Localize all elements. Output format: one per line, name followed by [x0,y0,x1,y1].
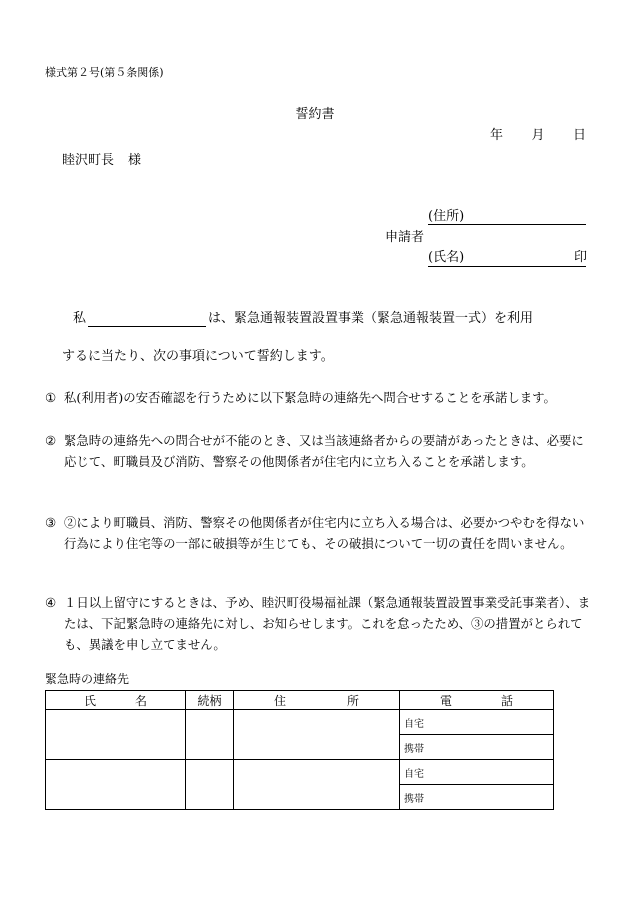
item-text: 私(利用者)の安否確認を行うために以下緊急時の連絡先へ問合せすることを承諾します。 [64,390,556,405]
header-name: 氏 名 [46,691,186,710]
pledge-line-2: するに当たり、次の事項について誓約します。 [62,349,334,364]
date-month: 月 [531,128,545,143]
name-field[interactable] [428,266,586,267]
pledge-item-1 [45,387,595,408]
contact-1-home-phone-cell[interactable]: 自宅 [400,710,554,735]
document-title: 誓約書 [295,107,335,122]
pledge-item-2 [45,430,595,472]
pledge-prefix: 私 [73,311,87,326]
contact-1-relation-cell[interactable] [186,710,234,760]
contact-2-name-cell[interactable] [46,760,186,810]
item-number: ① [45,390,57,405]
item-text: ②により町職員、消防、警察その他関係者が住宅内に立ち入る場合は、必要かつやむを得ない行為により住宅等の一部に破損等が生じても、その破損について一切の責任を問いません。 [64,515,585,551]
contact-2-home-phone-cell[interactable]: 自宅 [400,760,554,785]
item-number: ③ [45,515,57,530]
item-text: 緊急時の連絡先への問合せが不能のとき、又は当該連絡者からの要請があったときは、必要に応じて、町職員及び消防、警察その他関係者が住宅内に立ち入ることを承諾します。 [64,433,584,469]
name-label: (氏名) [428,250,465,265]
contact-2-mobile-phone-cell[interactable]: 携帯 [400,785,554,810]
address-label: (住所) [428,209,465,224]
addressee-name: 睦沢町長 [62,153,115,168]
pledge-line-1 [73,311,533,327]
pledge-item-3 [45,512,595,554]
contact-1-name-cell[interactable] [46,710,186,760]
form-id: 様式第２号(第５条関係) [45,66,164,79]
contact-1-mobile-phone-cell[interactable]: 携帯 [400,735,554,760]
contact-2-address-cell[interactable] [234,760,400,810]
contact-1-address-cell[interactable] [234,710,400,760]
contacts-header-row [46,691,554,710]
date-line [490,128,586,144]
seal-mark: 印 [574,250,588,265]
item-text: １日以上留守にするときは、予め、睦沢町役場福祉課（緊急通報装置設置事業受託事業者）、または、下記緊急時の連絡先に対し、お知らせします。これを怠ったため、③の措置がとられても、異議を申し立てません。 [64,595,591,652]
pledge-item-4 [45,592,595,655]
contacts-title: 緊急時の連絡先 [45,672,130,686]
header-phone: 電 話 [400,691,554,710]
item-number: ④ [45,595,57,610]
date-year: 年 [490,128,504,143]
contacts-table [45,690,554,810]
pledge-name-blank[interactable] [88,312,206,327]
header-address: 住 所 [234,691,400,710]
header-relation: 続柄 [186,691,234,710]
addressee [62,153,141,169]
address-field[interactable] [428,224,586,225]
table-row [46,710,554,735]
addressee-honorific: 様 [128,153,142,168]
item-number: ② [45,433,57,448]
contact-2-relation-cell[interactable] [186,760,234,810]
applicant-label: 申請者 [385,230,425,245]
table-row [46,760,554,785]
date-day: 日 [572,128,586,143]
pledge-line1-text: は、緊急通報装置設置事業（緊急通報装置一式）を利用 [208,311,534,326]
